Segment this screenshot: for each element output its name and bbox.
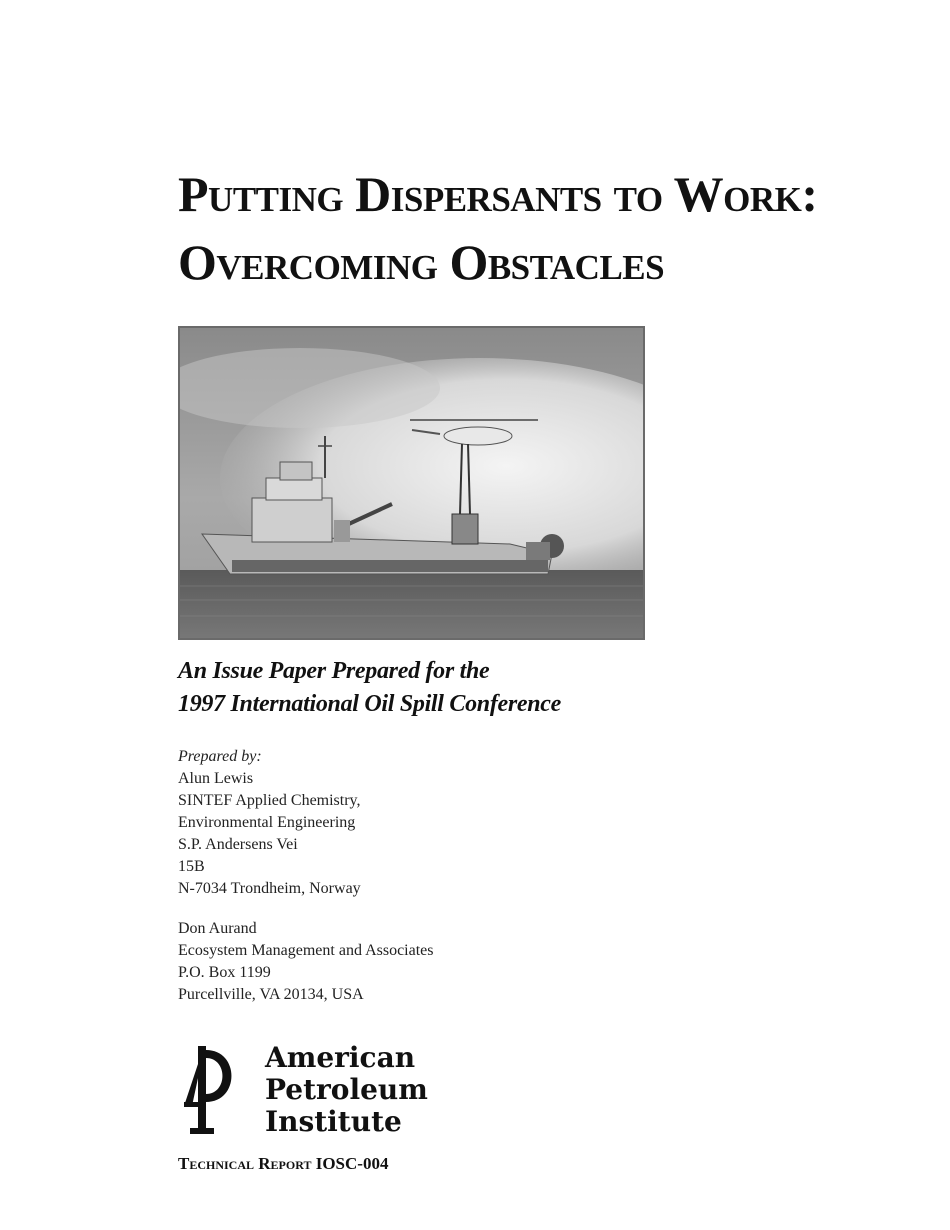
subtitle-line-1: An Issue Paper Prepared for the [178, 658, 490, 684]
author1-unit: 15B [178, 858, 205, 875]
author2-block [178, 918, 434, 1006]
api-logo-icon [180, 1044, 242, 1136]
title-line-1: Putting Dispersants to Work: [178, 166, 818, 222]
author2-org: Ecosystem Management and Associates [178, 942, 434, 959]
author2-pobox: P.O. Box 1199 [178, 964, 271, 981]
author2-city: Purcellville, VA 20134, USA [178, 986, 364, 1003]
prepared-by-block [178, 746, 361, 900]
cover-photo [178, 326, 645, 640]
author1-org: SINTEF Applied Chemistry, [178, 792, 361, 809]
author1-name: Alun Lewis [178, 770, 254, 787]
author1-city: N-7034 Trondheim, Norway [178, 880, 361, 897]
author1-dept: Environmental Engineering [178, 814, 356, 831]
api-logo-text [265, 1042, 428, 1138]
subtitle-line-2: 1997 International Oil Spill Conference [178, 691, 562, 717]
subtitle [178, 655, 561, 721]
prepared-by-label: Prepared by: [178, 748, 262, 765]
author1-street: S.P. Andersens Vei [178, 836, 298, 853]
report-number: Technical Report IOSC-004 [178, 1154, 389, 1173]
logo-line-2: Petroleum [265, 1073, 428, 1106]
document-title [178, 160, 818, 296]
author2-name: Don Aurand [178, 920, 257, 937]
logo-line-3: Institute [265, 1105, 402, 1138]
logo-line-1: American [265, 1041, 416, 1074]
title-line-2: Overcoming Obstacles [178, 234, 665, 290]
